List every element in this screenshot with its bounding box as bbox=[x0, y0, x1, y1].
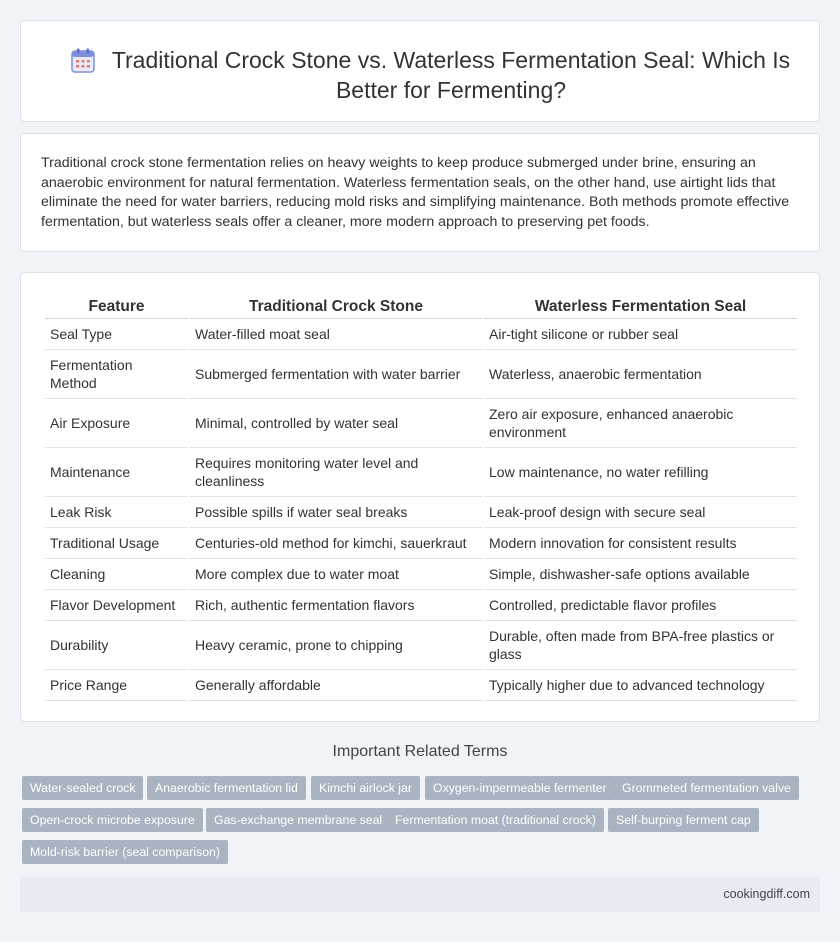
table-cell: Simple, dishwasher-safe options available bbox=[484, 559, 797, 590]
related-term-tag[interactable]: Self-burping ferment cap bbox=[608, 808, 759, 832]
related-term-tag[interactable]: Fermentation moat (traditional crock) bbox=[387, 808, 604, 832]
related-term-tag[interactable]: Oxygen-impermeable fermenter bbox=[425, 776, 615, 800]
table-cell: Seal Type bbox=[45, 319, 188, 350]
table-cell: Traditional Usage bbox=[45, 528, 188, 559]
table-cell: More complex due to water moat bbox=[190, 559, 482, 590]
table-cell: Air-tight silicone or rubber seal bbox=[484, 319, 797, 350]
table-cell: Price Range bbox=[45, 670, 188, 701]
table-cell: Minimal, controlled by water seal bbox=[190, 399, 482, 448]
footer-site-link[interactable]: cookingdiff.com bbox=[723, 887, 810, 901]
table-row bbox=[45, 590, 797, 621]
related-term-tag[interactable]: Grommeted fermentation valve bbox=[614, 776, 799, 800]
related-term-tag[interactable]: Gas-exchange membrane seal bbox=[206, 808, 390, 832]
page-title: Traditional Crock Stone vs. Waterless Fermentation Seal: Which Is Better for Fermenting? bbox=[111, 47, 791, 103]
table-cell: Rich, authentic fermentation flavors bbox=[190, 590, 482, 621]
intro-card bbox=[20, 133, 820, 252]
table-cell: Zero air exposure, enhanced anaerobic environment bbox=[484, 399, 797, 448]
title-card bbox=[20, 20, 820, 122]
table-cell: Cleaning bbox=[45, 559, 188, 590]
table-row bbox=[45, 621, 797, 670]
table-cell: Maintenance bbox=[45, 448, 188, 497]
table-cell: Water-filled moat seal bbox=[190, 319, 482, 350]
footer bbox=[20, 877, 820, 912]
table-cell: Air Exposure bbox=[45, 399, 188, 448]
table-cell: Durable, often made from BPA-free plastics or glass bbox=[484, 621, 797, 670]
table-cell: Requires monitoring water level and cleanliness bbox=[190, 448, 482, 497]
table-cell: Generally affordable bbox=[190, 670, 482, 701]
table-cell: Waterless, anaerobic fermentation bbox=[484, 350, 797, 399]
table-cell: Fermentation Method bbox=[45, 350, 188, 399]
table-row bbox=[45, 528, 797, 559]
comparison-table bbox=[43, 293, 799, 701]
comparison-table-card bbox=[20, 272, 820, 722]
table-row bbox=[45, 559, 797, 590]
table-row bbox=[45, 448, 797, 497]
table-cell: Heavy ceramic, prone to chipping bbox=[190, 621, 482, 670]
table-header-waterless-seal: Waterless Fermentation Seal bbox=[484, 293, 797, 319]
table-header-feature: Feature bbox=[45, 293, 188, 319]
table-cell: Controlled, predictable flavor profiles bbox=[484, 590, 797, 621]
table-row bbox=[45, 670, 797, 701]
table-cell: Leak Risk bbox=[45, 497, 188, 528]
table-cell: Centuries-old method for kimchi, sauerkraut bbox=[190, 528, 482, 559]
related-term-tag[interactable]: Anaerobic fermentation lid bbox=[147, 776, 306, 800]
table-cell: Possible spills if water seal breaks bbox=[190, 497, 482, 528]
table-cell: Durability bbox=[45, 621, 188, 670]
related-term-tag[interactable]: Mold-risk barrier (seal comparison) bbox=[22, 840, 228, 864]
table-cell: Leak-proof design with secure seal bbox=[484, 497, 797, 528]
table-cell: Flavor Development bbox=[45, 590, 188, 621]
table-cell: Modern innovation for consistent results bbox=[484, 528, 797, 559]
table-cell: Submerged fermentation with water barrier bbox=[190, 350, 482, 399]
table-row bbox=[45, 497, 797, 528]
related-term-tag[interactable]: Water-sealed crock bbox=[22, 776, 143, 800]
related-term-tag[interactable]: Open-crock microbe exposure bbox=[22, 808, 203, 832]
related-term-tag[interactable]: Kimchi airlock jar bbox=[311, 776, 420, 800]
table-header-crock-stone: Traditional Crock Stone bbox=[190, 293, 482, 319]
intro-text: Traditional crock stone fermentation relies on heavy weights to keep produce submerged under brine, ensuring an anaerobic environment for natural fermentation. Waterless fermentation seals, on the other hand, use airtight lids that eliminate the need for water barriers, reducing mold risks and simplifying maintenance. Both methods promote effective fermentation, but waterless seals offer a cleaner, more modern approach to preserving pet foods. bbox=[41, 155, 790, 230]
table-row bbox=[45, 399, 797, 448]
table-cell: Typically higher due to advanced technology bbox=[484, 670, 797, 701]
table-row bbox=[45, 350, 797, 399]
related-terms-heading: Important Related Terms bbox=[332, 743, 508, 760]
table-cell: Low maintenance, no water refilling bbox=[484, 448, 797, 497]
table-row bbox=[45, 319, 797, 350]
